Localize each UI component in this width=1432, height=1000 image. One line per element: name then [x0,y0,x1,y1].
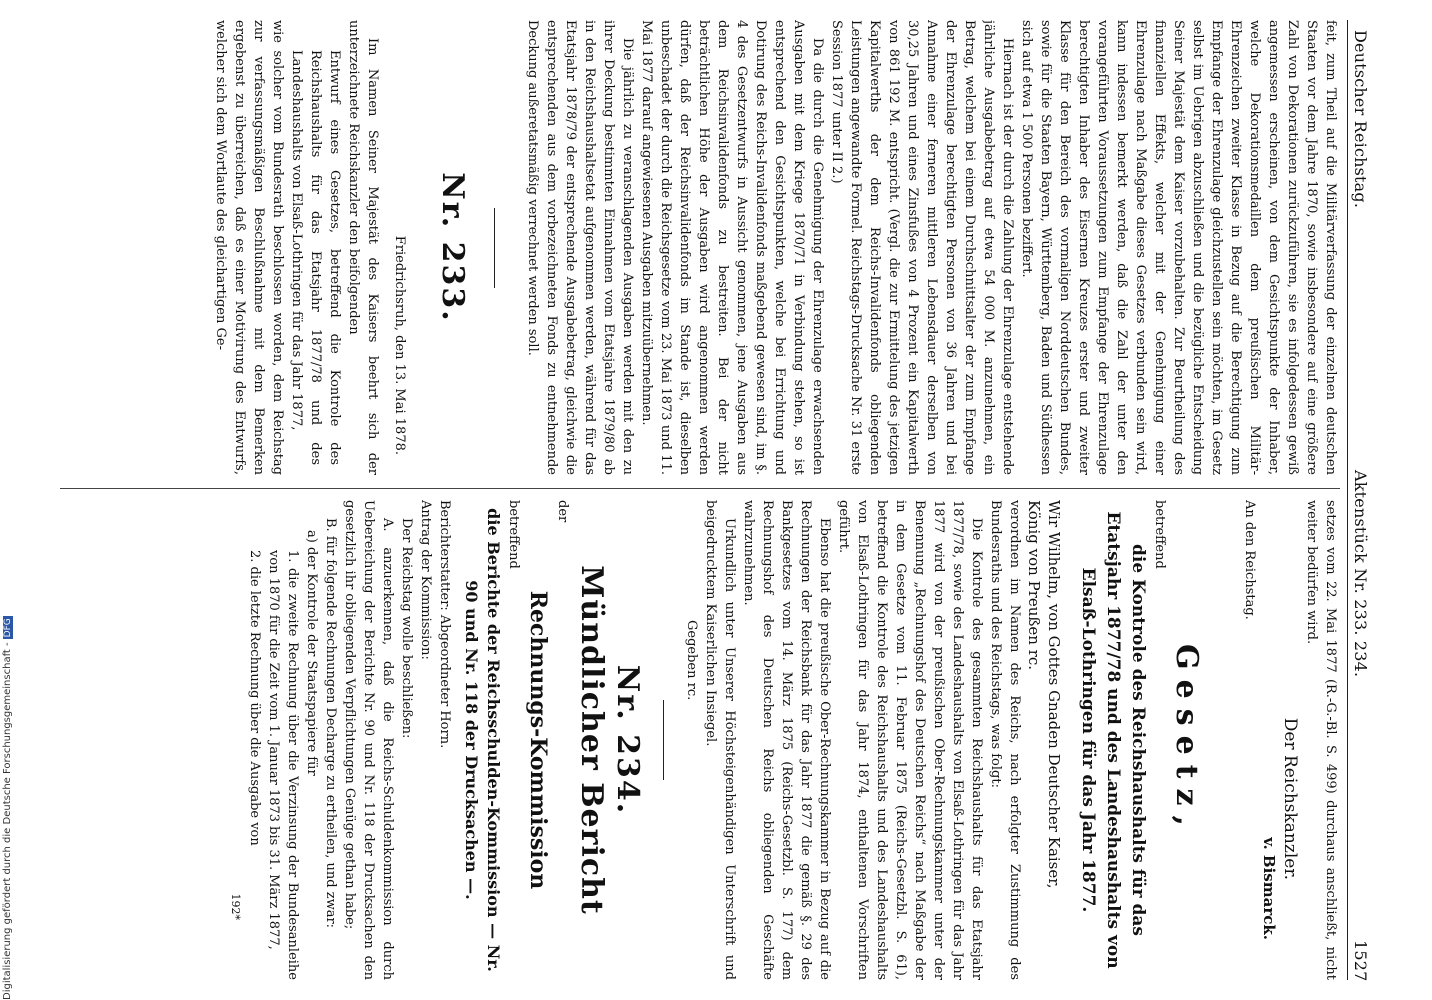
law-title: Gesetz, [1169,643,1204,837]
rotated-page [30,0,1370,1000]
paragraph: Urkundlich unter Unserer Höchsteigenhändigen Unterschrift und beigedrucktem Kaiserlichen Insiegel. [703,500,737,980]
paragraph: Die Kontrole des gesammten Reichshaushalts für das Etatsjahr 1877/78, sowie des Landeshaushalts von Elsaß-Lothringen für das Jahr 1877 wird von der preußischen Ober-Rechnungskammer unter der Benennung „Rechnungshof des Deutschen Reichs“ nach Maßgabe der in dem Gesetze vom 11. Februar 1875 (Reichs-Gesetzbl. S. 61), betreffend die Kontrole des Reichshaushalts und des Landeshaushalts von Elsaß-Lothringen für das Jahr 1874, enthaltenen Vorschriften geführt. [836,500,984,980]
doc-234-intro: Der Reichstag wolle beschließen: [399,518,414,739]
dfg-logo: DFG [3,618,13,638]
doc-234-der: der [555,500,570,523]
doc-234-reporter: Berichterstatter: Abgeordneter Horn. [437,500,452,749]
right-column [50,500,1340,980]
doc-233-place-date: Friedrichsruh, den 13. Mai 1878. [392,235,407,455]
paragraph: Entwurf eines Gesetzes, betreffend die Kontrole des Reichshaushalts für das Etatsjahr 1877/78 und des Landeshaushalts von Elsaß-Lothringen für das Jahr 1877, [289,50,342,465]
column-divider [60,488,1340,489]
doc-234-subject: die Berichte der Reichsschulden-Kommission — Nr. 90 und Nr. 118 der Drucksachen —. [462,508,503,972]
list-item: B. für folgende Rechnungen Decharge zu ertheilen, und zwar: [323,518,338,929]
header-center: Aktenstück Nr. 233. 234. [1351,470,1370,678]
list-item: 2. die letzte Rechnung über die Ausgabe von [247,550,262,846]
signature-mark: 192* [229,893,242,920]
section-rule [663,700,664,780]
header-rule [1347,20,1348,980]
addressee: An den Reichstag. [1242,500,1257,620]
law-given: Gegeben rc. [684,620,699,701]
paragraph: wie solcher vom Bundesrath beschlossen worden, dem Reichstag zur verfassungsmäßigen Beschlußnahme mit dem Bemerken ergebenst zu überreichen, daß es einer Motivirung des Entwurfs, welcher sich dem Wortlaute des gleichartigen Ge- [213,20,285,475]
signature-name: v. Bismarck. [1260,837,1278,940]
header-page-number: 1527 [1351,940,1370,982]
doc-233-number: Nr. 233. [435,172,470,323]
list-item: 1. die zweite Rechnung über die Verzinsung der Bundesanleihe von 1870 für die Zeit vom 1. Januar 1873 bis 31. März 1877, [266,550,300,980]
paragraph: verordnen im Namen des Reichs, nach erfolgter Zustimmung des Bundesraths und des Reichstags, was folgt: [988,500,1022,980]
paragraph: Im Namen Seiner Majestät des Kaisers beehrt sich der unterzeichnete Reichskanzler den beifolgenden [346,20,380,475]
left-column [60,20,1340,475]
paragraph: feit, zum Theil auf die Militärverfassung der einzelnen deutschen Staaten vor dem Jahre 1870, sowie insbesondere auf eine größere Zahl von Dekorationen zurückzuführen, sie es infolgedessen gewiß angemessen erscheinen, von dem Gesichtspunkte der Inhaber, welche Dekorationsmedaillen dem preußischen Militär-Ehrenzeichen zweiter Klasse in Bezug auf die Berechtigung zum Empfange der Ehrenzulage gleichzustellen sein möchten, im Gesetz selbst im Uebrigen abzuschließen und die bezügliche Entscheidung Seiner Majestät dem Kaiser vorzubehalten. Zur Beurtheilung des finanziellen Effekts, welcher mit der Genehmigung einer Ehrenzulage nach Maßgabe dieses Gesetzes verbunden sein wird, kann indessen bemerkt werden, daß die Zahl der unter den vorangeführten Voraussetzungen zum Empfange der Ehrenzulage berechtigten Inhaber des Eisernen Kreuzes erster und zweiter Klasse für den Bereich des vormaligen Norddeutschen Bundes, sowie für die Staaten Bayern, Württemberg, Baden und Südhessen sich auf etwa 1 500 Personen beziffert. [1019,20,1338,475]
paragraph: setzes vom 22. Mai 1877 (R.-G.-Bl. S. 499) durchaus anschließt, nicht weiter bedürfen wird. [1304,500,1338,980]
doc-234-commission: Rechnungs-Kommission [525,590,551,890]
paragraph: Hiernach ist der durch die Zahlung der Ehrenzulage entstehende jährliche Ausgabebetrag auf etwa 54 000 M. anzunehmen, ein Betrag, welchem bei einem Durchschnittsalter der zum Empfange der Ehrenzulage berechtigten Personen von 36 Jahren und bei Annahme einer ferneren mittleren Lebensdauer derselben von 30,25 Jahren und eines Zinsfußes von 4 Prozent ein Kapitalwerth von 861 192 M. entspricht. (Vergl. die zur Ermittelung des jetzigen Kapitalwerths der dem Reichs-Invalidenfonds obliegenden Leistungen angewandte Formel. Reichstags-Drucksache Nr. 31 erste Session 1877 unter II 2.) [829,20,1015,475]
list-item: A. anzuerkennen, daß die Reichs-Schuldenkommission durch Uebereichung der Berichte Nr. 90 und Nr. 118 der Drucksachen den gesetzlich ihr obliegenden Verpflichtungen Genüge gethan habe; [342,500,395,980]
law-concerning: betreffend [1152,500,1167,569]
paragraph: Die jährlich zu veranschlagenden Ausgaben werden mit den zu ihrer Deckung bestimmten Einnahmen vom Etatsjahre 1879/80 ab in den Reichshaushaltsetat aufgenommen werden, während für das Etatsjahr 1878/79 der entsprechende Ausgabebetrag, gleichwie die entsprechenden aus dem vorbezeichneten Fonds zu entnehmende Deckung außeretatsmäßig verrechnet werden soll. [525,20,635,475]
paragraph: Ebenso hat die preußische Ober-Rechnungskammer in Bezug auf die Rechnungen der Reichsbank für das Jahr 1877 die gemäß §. 29 des Bankgesetzes vom 14. März 1875 (Reichs-Gesetzbl. S. 177) dem Rechnungshof des Deutschen Reichs obliegenden Geschäfte wahrzunehmen. [741,500,832,980]
section-rule [494,208,495,288]
doc-234-number: Nr. 234. [610,664,645,816]
header-left: Deutscher Reichstag. [1351,30,1370,209]
signature-title: Der Reichskanzler. [1280,717,1300,880]
law-preamble-king: König von Preußen rc. [1025,500,1043,671]
doc-234-motion: Antrag der Kommission: [418,500,433,660]
law-preamble-name: Wir Wilhelm, von Gottes Gnaden Deutscher Kaiser, [1045,500,1063,889]
doc-234-title: Mündlicher Bericht [574,565,609,915]
doc-234-concerning: betreffend [506,500,521,569]
paragraph: Da die durch die Genehmigung der Ehrenzulage erwachsenden Ausgaben mit dem Kriege 1870/71 in Verbindung stehen, so ist entsprechend den Gesichtspunkten, welche bei Errichtung und Dotirung des Reichs-Invalidenfonds maßgebend gewesen sind, im §. 4 des Gesetzentwurfs in Aussicht genommen, jene Ausgaben aus dem Reichsinvalidenfonds zu bestreiten. Bei der nicht beträchtlichen Höhe der Ausgaben wird angenommen werden dürfen, daß der Reichsinvalidenfonds im Stande ist, dieselben unbeschadet der durch die Reichsgesetze vom 23. Mai 1873 und 11. Mai 1877 darauf angewiesenen Ausgaben mitzuübernehmen. [639,20,825,475]
law-subject: die Kontrole des Reichshaushalts für das Etatsjahr 1877/78 und des Landeshaushalts von Elsaß-Lothringen für das Jahr 1877. [1078,511,1148,969]
digitization-credit [2,616,13,1000]
credit-text: Digitalisierung gefördert durch die Deutsche Forschungsgemeinschaft - [2,642,13,1000]
list-item: a) der Kontrole der Staatspapiere für [304,530,319,776]
